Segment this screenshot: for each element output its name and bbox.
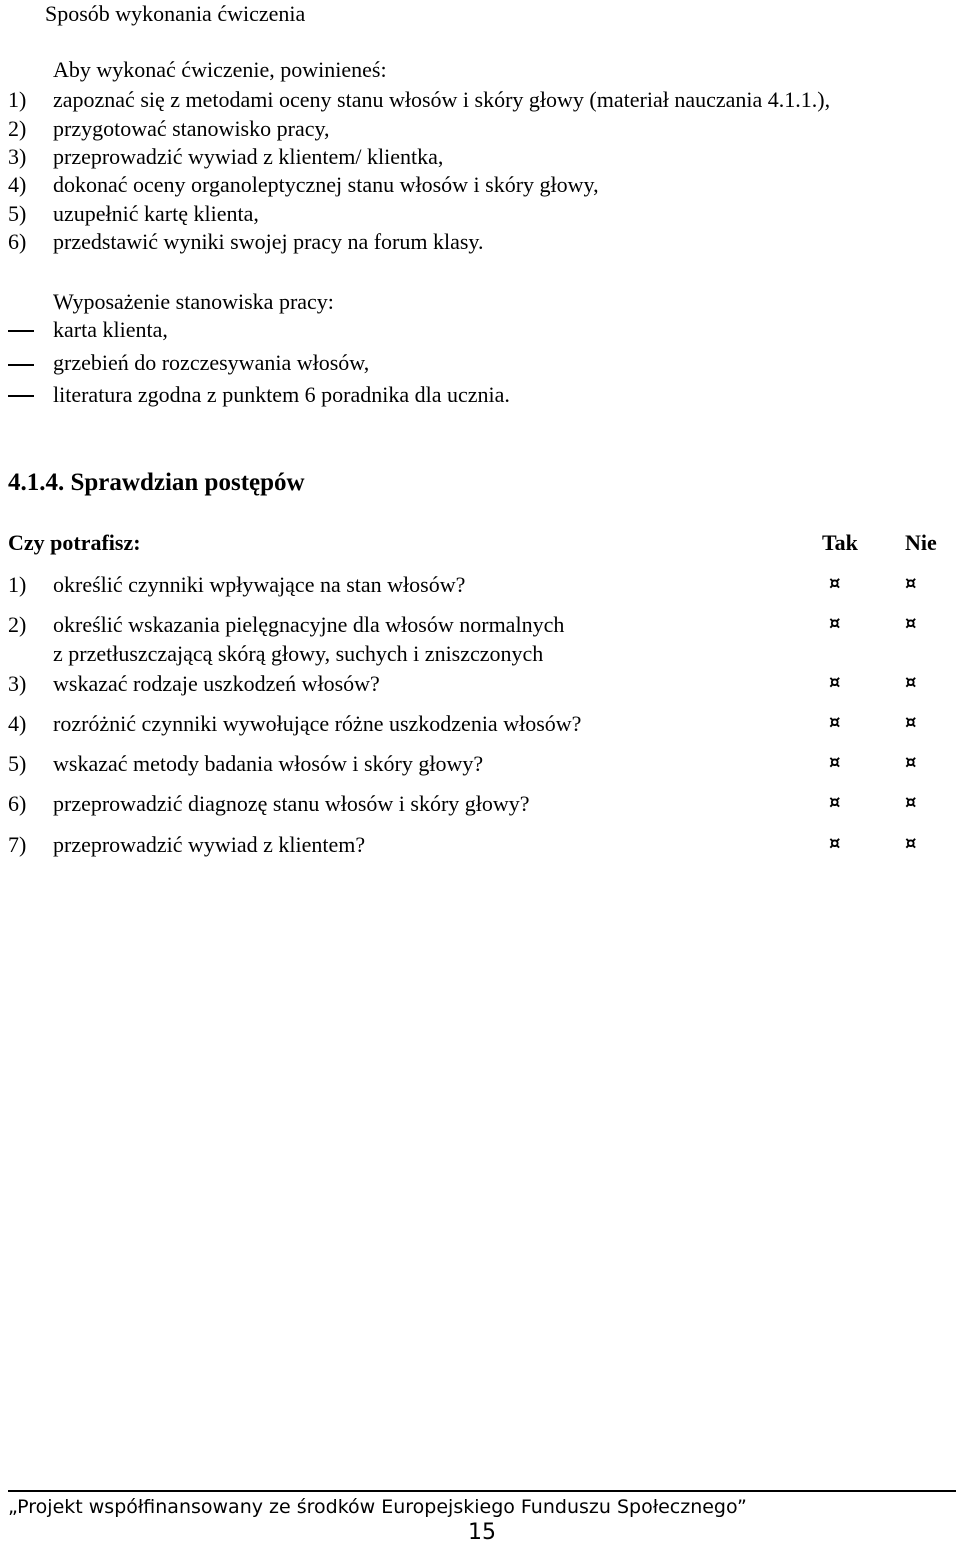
exercise-title: Sposób wykonania ćwiczenia — [45, 1, 306, 26]
question-text-continued: z przetłuszczającą skórą głowy, suchych i zniszczonych — [53, 641, 544, 666]
step-number: 3) — [8, 144, 27, 169]
yes-checkbox[interactable]: ¤ — [829, 752, 841, 773]
step-number: 1) — [8, 87, 27, 112]
no-checkbox[interactable]: ¤ — [905, 792, 917, 813]
yes-checkbox[interactable]: ¤ — [829, 712, 841, 733]
question-text: przeprowadzić diagnozę stanu włosów i skóry głowy? — [53, 791, 530, 816]
page-number: 15 — [468, 1520, 496, 1545]
question-number: 2) — [8, 612, 27, 637]
footer-text: „Projekt współfinansowany ze środków Europejskiego Funduszu Społecznego” — [8, 1496, 747, 1518]
step-number: 5) — [8, 201, 27, 226]
step-text: uzupełnić kartę klienta, — [53, 201, 259, 226]
yes-checkbox[interactable]: ¤ — [829, 672, 841, 693]
no-checkbox[interactable]: ¤ — [905, 712, 917, 733]
question-text: określić wskazania pielęgnacyjne dla włosów normalnych — [53, 612, 565, 637]
dash-bullet — [8, 364, 34, 366]
section-heading: 4.1.4. Sprawdzian postępów — [8, 469, 305, 496]
question-number: 3) — [8, 671, 27, 696]
step-number: 6) — [8, 229, 27, 254]
step-number: 2) — [8, 116, 27, 141]
no-checkbox[interactable]: ¤ — [905, 672, 917, 693]
yes-column-header: Tak — [822, 530, 858, 555]
dash-bullet — [8, 395, 34, 397]
step-text: zapoznać się z metodami oceny stanu włosów i skóry głowy (materiał nauczania 4.1.1.), — [53, 87, 831, 112]
step-text: przedstawić wyniki swojej pracy na forum klasy. — [53, 229, 484, 254]
step-text: dokonać oceny organoleptycznej stanu włosów i skóry głowy, — [53, 172, 599, 197]
question-text: rozróżnić czynniki wywołujące różne uszkodzenia włosów? — [53, 711, 582, 736]
question-text: wskazać rodzaje uszkodzeń włosów? — [53, 671, 380, 696]
equipment-title: Wyposażenie stanowiska pracy: — [53, 289, 334, 314]
step-number: 4) — [8, 172, 27, 197]
question-number: 6) — [8, 791, 27, 816]
no-checkbox[interactable]: ¤ — [905, 752, 917, 773]
question-text: przeprowadzić wywiad z klientem? — [53, 832, 366, 857]
question-number: 4) — [8, 711, 27, 736]
yes-checkbox[interactable]: ¤ — [829, 613, 841, 634]
no-column-header: Nie — [905, 530, 937, 555]
question-label: Czy potrafisz: — [8, 530, 141, 555]
step-text: przeprowadzić wywiad z klientem/ klientka, — [53, 144, 444, 169]
exercise-intro: Aby wykonać ćwiczenie, powinieneś: — [53, 57, 387, 82]
no-checkbox[interactable]: ¤ — [905, 573, 917, 594]
step-text: przygotować stanowisko pracy, — [53, 116, 330, 141]
question-number: 7) — [8, 832, 27, 857]
equipment-item: grzebień do rozczesywania włosów, — [53, 350, 370, 375]
question-number: 1) — [8, 572, 27, 597]
question-number: 5) — [8, 751, 27, 776]
question-text: wskazać metody badania włosów i skóry głowy? — [53, 751, 484, 776]
no-checkbox[interactable]: ¤ — [905, 613, 917, 634]
yes-checkbox[interactable]: ¤ — [829, 833, 841, 854]
yes-checkbox[interactable]: ¤ — [829, 792, 841, 813]
equipment-item: literatura zgodna z punktem 6 poradnika dla ucznia. — [53, 382, 510, 407]
yes-checkbox[interactable]: ¤ — [829, 573, 841, 594]
question-text: określić czynniki wpływające na stan włosów? — [53, 572, 466, 597]
equipment-item: karta klienta, — [53, 317, 168, 342]
dash-bullet — [8, 330, 34, 332]
no-checkbox[interactable]: ¤ — [905, 833, 917, 854]
footer-divider — [8, 1490, 956, 1492]
